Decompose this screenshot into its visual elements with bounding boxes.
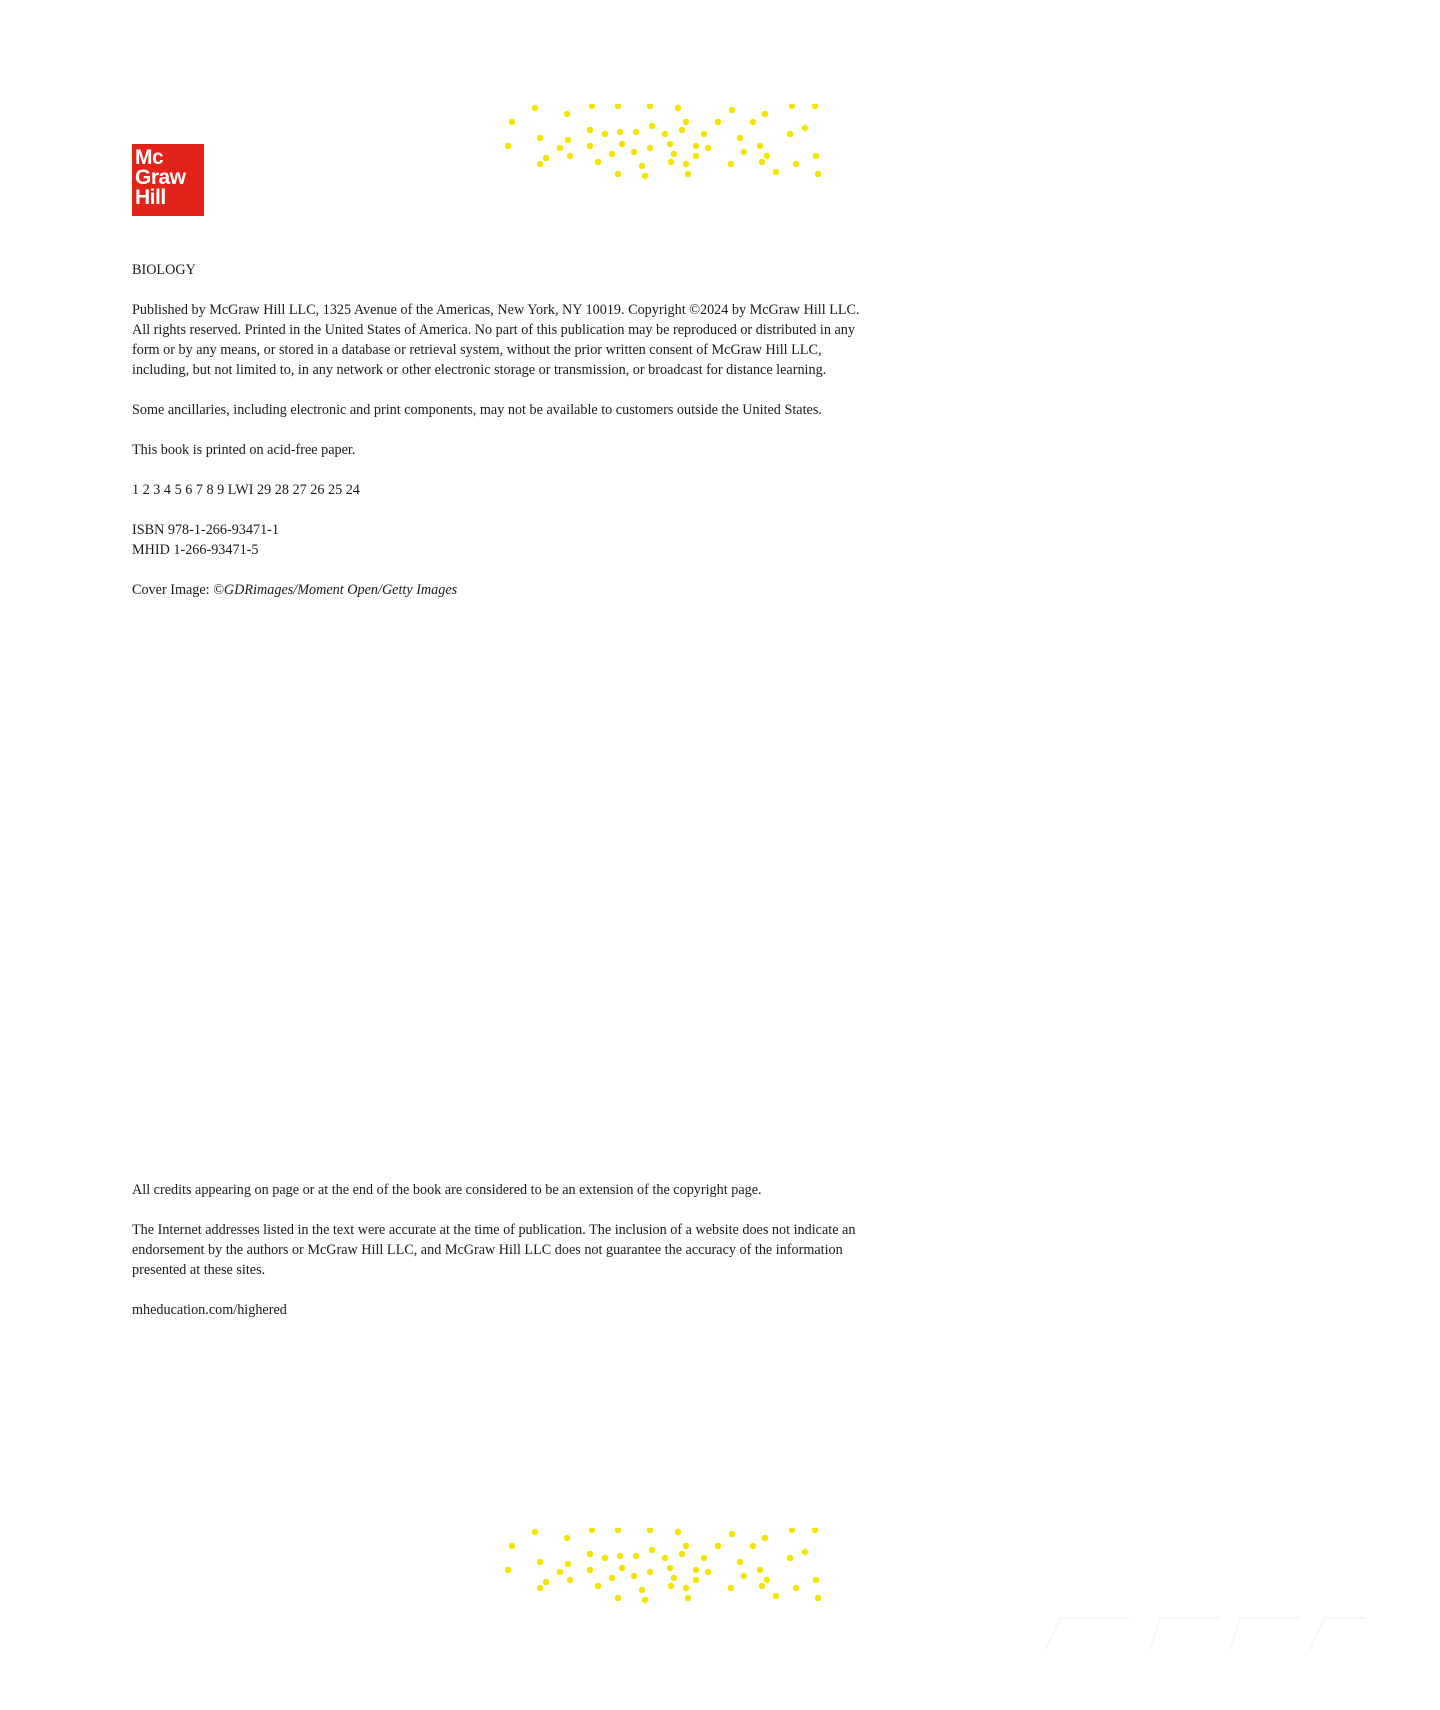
decorative-dot <box>505 1567 511 1573</box>
decorative-dot <box>647 145 653 151</box>
decorative-dot <box>609 1575 615 1581</box>
decorative-dot <box>750 119 756 125</box>
decorative-dot <box>587 143 593 149</box>
logo-line-2: Graw <box>135 166 186 189</box>
decorative-dot <box>633 129 639 135</box>
decorative-dot <box>662 131 668 137</box>
decorative-dot <box>789 1528 795 1533</box>
decorative-dot <box>757 1567 763 1573</box>
decorative-dot <box>679 127 685 133</box>
decorative-dot <box>602 1555 608 1561</box>
decorative-dot <box>812 1528 818 1533</box>
decorative-dot <box>615 1595 621 1601</box>
mhid: MHID 1-266-93471-5 <box>132 542 259 558</box>
decorative-dot <box>509 1543 515 1549</box>
decorative-dot <box>667 1565 673 1571</box>
decorative-dot <box>537 135 543 141</box>
decorative-dot <box>750 1543 756 1549</box>
decorative-dot <box>685 1595 691 1601</box>
decorative-dot <box>802 125 808 131</box>
decorative-dot <box>565 137 571 143</box>
decorative-dot <box>619 1565 625 1571</box>
decorative-dot <box>537 161 543 167</box>
decorative-dot <box>715 1543 721 1549</box>
decorative-dot <box>773 1593 779 1599</box>
decorative-dot <box>639 1587 645 1593</box>
copyright-text-bottom <box>132 1180 872 1340</box>
dot-pattern-bottom <box>500 1528 850 1604</box>
decorative-dot <box>683 119 689 125</box>
decorative-dot <box>557 145 563 151</box>
decorative-dot <box>793 161 799 167</box>
decorative-dot <box>787 1555 793 1561</box>
decorative-dot <box>647 104 653 109</box>
decorative-dot <box>633 1553 639 1559</box>
internet-notice: The Internet addresses listed in the text were accurate at the time of publication. The inclusion of a website does not indicate an endorsement by the authors or McGraw Hill LLC, and McGraw Hill LLC does not guarantee the accuracy of the information presented at these sites. <box>132 1222 856 1278</box>
mcgraw-hill-logo <box>132 144 204 216</box>
decorative-dot <box>693 1567 699 1573</box>
decorative-dot <box>615 104 621 109</box>
decorative-dot <box>773 169 779 175</box>
decorative-dot <box>815 171 821 177</box>
logo-line-3: Hill <box>135 186 166 209</box>
decorative-dot <box>671 151 677 157</box>
decorative-dot <box>642 1597 648 1603</box>
decorative-dot <box>631 149 637 155</box>
decorative-dot <box>617 129 623 135</box>
decorative-dot <box>813 153 819 159</box>
dot-pattern-top <box>500 104 850 180</box>
book-title: BIOLOGY <box>132 262 196 278</box>
decorative-dot <box>532 105 538 111</box>
decorative-dot <box>813 1577 819 1583</box>
decorative-dot <box>649 1547 655 1553</box>
decorative-dot <box>595 159 601 165</box>
cover-image-credit <box>132 580 872 600</box>
isbn: ISBN 978-1-266-93471-1 <box>132 522 279 538</box>
decorative-dot <box>757 143 763 149</box>
decorative-dot <box>557 1569 563 1575</box>
decorative-dot <box>567 1577 573 1583</box>
decorative-dot <box>537 1585 543 1591</box>
decorative-dot <box>815 1595 821 1601</box>
decorative-dot <box>649 123 655 129</box>
decorative-dot <box>762 1535 768 1541</box>
decorative-dot <box>683 161 689 167</box>
credits-notice: All credits appearing on page or at the end of the book are considered to be an extension of the copyright page. <box>132 1182 762 1198</box>
decorative-dot <box>589 104 595 109</box>
decorative-dot <box>668 1583 674 1589</box>
decorative-dot <box>762 111 768 117</box>
decorative-dot <box>737 135 743 141</box>
decorative-dot <box>615 171 621 177</box>
decorative-dot <box>728 1585 734 1591</box>
decorative-dot <box>543 1579 549 1585</box>
paper-notice: This book is printed on acid-free paper. <box>132 442 356 458</box>
decorative-dot <box>595 1583 601 1589</box>
decorative-dot <box>802 1549 808 1555</box>
decorative-dot <box>587 1567 593 1573</box>
decorative-dot <box>675 105 681 111</box>
decorative-dot <box>705 1569 711 1575</box>
decorative-dot <box>543 155 549 161</box>
decorative-dot <box>683 1543 689 1549</box>
logo-line-1: Mc <box>135 146 164 169</box>
decorative-dot <box>701 131 707 137</box>
decorative-dot <box>701 1555 707 1561</box>
decorative-dot <box>602 131 608 137</box>
decorative-dot <box>764 1577 770 1583</box>
decorative-dot <box>509 119 515 125</box>
isbn-block <box>132 520 872 560</box>
decorative-dot <box>589 1528 595 1533</box>
decorative-dot <box>532 1529 538 1535</box>
decorative-dot <box>729 1531 735 1537</box>
print-line: 1 2 3 4 5 6 7 8 9 LWI 29 28 27 26 25 24 <box>132 482 360 498</box>
decorative-dot <box>764 153 770 159</box>
decorative-dot <box>729 107 735 113</box>
decorative-dot <box>564 111 570 117</box>
website: mheducation.com/highered <box>132 1302 287 1318</box>
decorative-dot <box>728 161 734 167</box>
decorative-dot <box>537 1559 543 1565</box>
decorative-dot <box>693 143 699 149</box>
decorative-dot <box>615 1528 621 1533</box>
ancillaries-notice: Some ancillaries, including electronic and print components, may not be available to customers outside the United States. <box>132 402 822 418</box>
decorative-dot <box>564 1535 570 1541</box>
decorative-dot <box>741 1573 747 1579</box>
publisher-notice: Published by McGraw Hill LLC, 1325 Avenue of the Americas, New York, NY 10019. Copyright ©2024 by McGraw Hill LLC. All rights reserved. Printed in the United States of America. No part of this publication may be reproduced or distributed in any form or by any means, or stored in a database or retrieval system, without the prior written consent of McGraw Hill LLC, including, but not limited to, in any network or other electronic storage or transmission, or broadcast for distance learning. <box>132 302 860 378</box>
decorative-dot <box>662 1555 668 1561</box>
decorative-dot <box>737 1559 743 1565</box>
decorative-dot <box>787 131 793 137</box>
decorative-dot <box>617 1553 623 1559</box>
decorative-dot <box>693 153 699 159</box>
decorative-dot <box>642 173 648 179</box>
decorative-dot <box>565 1561 571 1567</box>
decorative-dot <box>741 149 747 155</box>
decorative-dot <box>505 143 511 149</box>
decorative-dot <box>619 141 625 147</box>
decorative-dot <box>647 1528 653 1533</box>
decorative-dot <box>609 151 615 157</box>
decorative-dot <box>587 1551 593 1557</box>
decorative-dot <box>671 1575 677 1581</box>
cover-credit: ©GDRimages/Moment Open/Getty Images <box>213 582 458 598</box>
decorative-dot <box>639 163 645 169</box>
decorative-dot <box>679 1551 685 1557</box>
decorative-dot <box>793 1585 799 1591</box>
decorative-dot <box>759 1583 765 1589</box>
decorative-dot <box>567 153 573 159</box>
decorative-dot <box>759 159 765 165</box>
decorative-dot <box>587 127 593 133</box>
decorative-dot <box>675 1529 681 1535</box>
decorative-dot <box>812 104 818 109</box>
decorative-dot <box>693 1577 699 1583</box>
decorative-dot <box>705 145 711 151</box>
faint-watermark-shape <box>1040 1612 1370 1652</box>
decorative-dot <box>668 159 674 165</box>
cover-label: Cover Image: <box>132 582 214 598</box>
decorative-dot <box>667 141 673 147</box>
copyright-text-top <box>132 260 872 620</box>
decorative-dot <box>789 104 795 109</box>
decorative-dot <box>631 1573 637 1579</box>
decorative-dot <box>647 1569 653 1575</box>
decorative-dot <box>715 119 721 125</box>
decorative-dot <box>683 1585 689 1591</box>
decorative-dot <box>685 171 691 177</box>
